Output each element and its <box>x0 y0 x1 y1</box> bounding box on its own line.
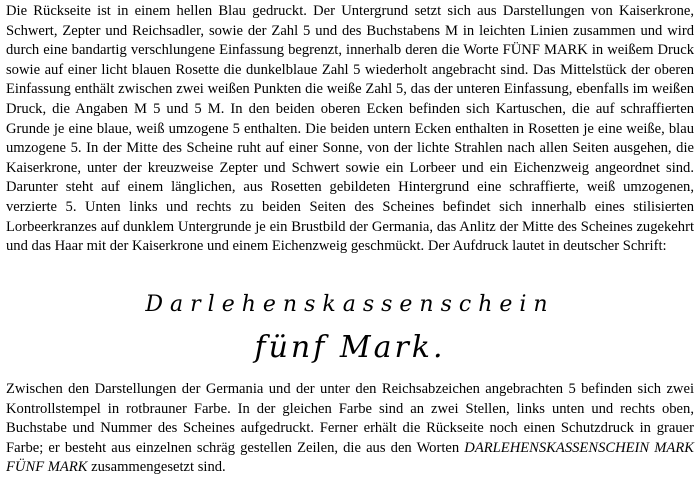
description-paragraph-1: Die Rückseite ist in einem hellen Blau gedruckt. Der Untergrund setzt sich aus Darstellungen von Kaiserkrone, Schwert, Zepter und Reichsadler, sowie der Zahl 5 und des Buchstabens M in leichten Linien zusammen und wird durch eine bandartig verschlungene Einfassung begrenzt, innerhalb deren die Worte FÜNF MARK in weißem Druck sowie auf einer licht blauen Rosette die dunkelblaue Zahl 5 wiederholt angebracht sind. Das Mittelstück der oberen Einfassung enthält zwischen zwei weißen Punkten die weiße Zahl 5, das der unteren Einfassung, ebenfalls im weißen Druck, die Angaben M 5 und 5 M. In den beiden oberen Ecken befinden sich Kartuschen, die auf schraffierten Grunde je eine blaue, weiß umzogene 5 enthalten. Die beiden untern Ecken enthalten in Rosetten je eine weiße, blau umzogene 5. In der Mitte des Scheine ruht auf einer Sonne, von der lichte Strahlen nach allen Seiten ausgehen, die Kaiserkrone, unter der kreuzweise Zepter und Schwert sowie ein Lorbeer und ein Eichenzweig angeordnet sind. Darunter steht auf einem länglichen, aus Rosetten gebildeten Hintergrund eine schraffierte, weiß umzogenen, verzierte 5. Unten links und rechts zu beiden Seiten des Scheines befindet sich innerhalb eines stilisierten Lorbeerkranzes auf dunklem Untergrunde je ein Brustbild der Germania, das Anlitz der Mitte des Scheines zugekehrt und das Haar mit der Kaiserkrone und einem Eichenzweig geschmückt. Der Aufdruck lautet in deutscher Schrift: <box>6 3 694 255</box>
paragraph-2-end: zusammengesetzt sind. <box>91 459 226 476</box>
imprint-block <box>6 290 694 366</box>
imprint-line-1: Darlehenskassenschein <box>145 292 555 317</box>
paragraph-2-text: Zwischen den Darstellungen der Germania und der unter den Reichsabzeichen angebrachten 5 befinden sich zwei Kontrollstempel in rotbrauner Farbe. In der gleichen Farbe sind an zwei Stellen, links unten und rechts oben, Buchstabe und Nummer des Scheines aufgedruckt. Ferner erhält die Rückseite noch einen Schutzdruck in grauer Farbe; er besteht aus einzelnen schräg gestellen Zeilen, die aus den Worten <box>6 381 694 456</box>
protective-print-words: DARLEHENSKASSENSCHEIN MARK FÜNF MARK <box>6 439 694 476</box>
description-paragraph-2 <box>6 380 694 478</box>
imprint-line-2: fünf Mark. <box>254 330 446 365</box>
